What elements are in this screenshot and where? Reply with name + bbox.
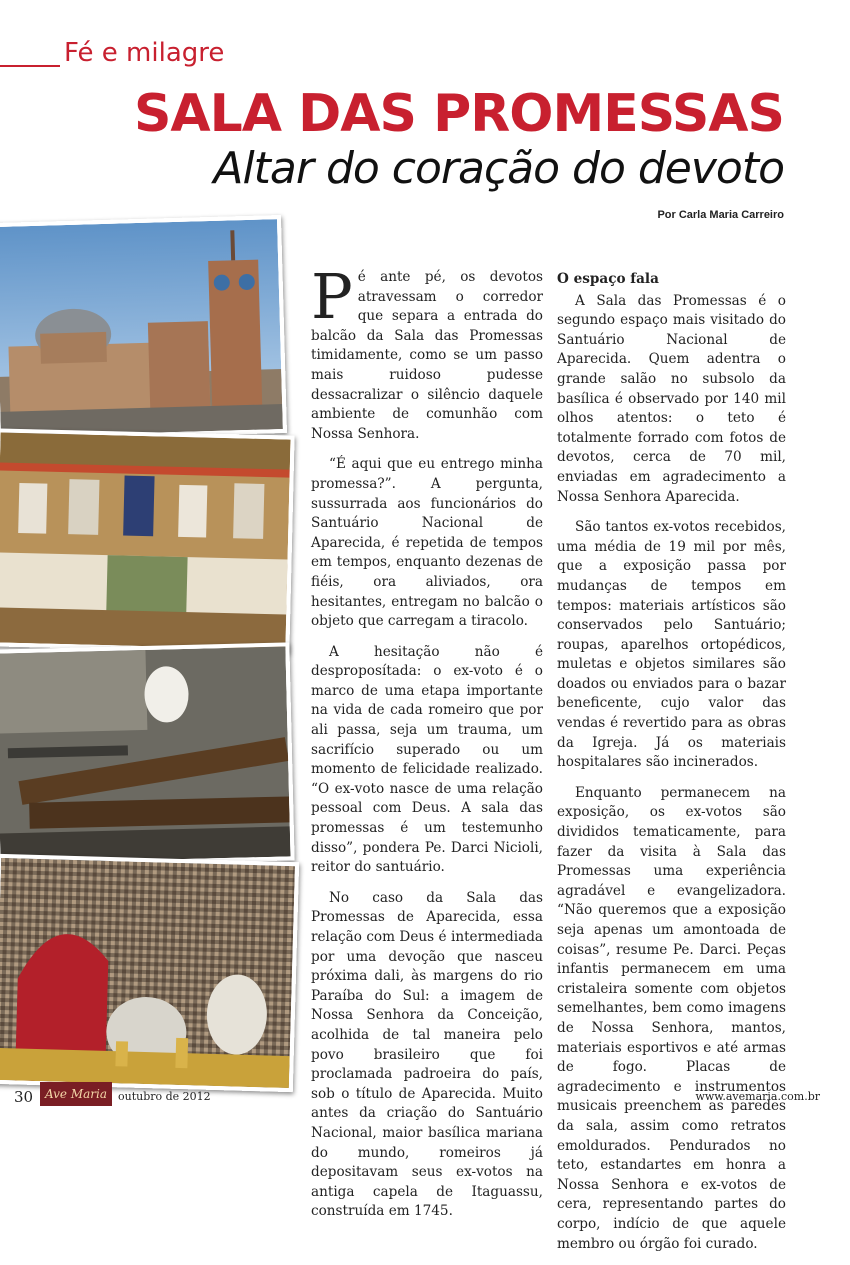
website-url: www.avemaria.com.br: [695, 1090, 820, 1103]
page-number: 30: [14, 1088, 34, 1106]
byline: Por Carla Maria Carreiro: [657, 209, 784, 221]
paragraph: No caso da Sala das Promessas de Aparecida, essa relação com Deus é intermediada por uma devoção que nasceu próxima dali, às margens do rio Paraíba do Sul: a imagem de Nossa Senhora da Conceição, acolhida de tal maneira pelo povo brasileiro que foi proclamada padroeira do país, sob o título de Aparecida. Muito antes da criação do Santuário Nacional, maior basílica mariana do mundo, romeiros já depositavam seus ex-votos na antiga capela de Itaguassu, construída em 1745.: [311, 889, 543, 1220]
paragraph: Pé ante pé, os devotos atravessam o corredor que separa a entrada do balcão da Sala das Promessas timidamente, como se um passo mais ruidoso pudesse dessacralizar o silêncio daquele ambiente de comunhão com Nossa Senhora.: [311, 260, 543, 442]
article-title: SALA DAS PROMESSAS: [133, 84, 784, 144]
paragraph: A Sala das Promessas é o segundo espaço mais visitado do Santuário Nacional de Aparecida. Quem adentra o grande salão no subsolo da basílica é observado por 140 mil olhos atentos: o teto é totalmente forrado com fotos de devotos, cerca de 70 mil, enviadas em agradecimento a Nossa Senhora Aparecida.: [557, 292, 786, 505]
article-column-1: [311, 260, 543, 1233]
article-column-2: [557, 270, 786, 1265]
magazine-logo: Ave Maria: [40, 1082, 112, 1106]
firearms-photo: [0, 642, 295, 867]
paragraph: São tantos ex-votos recebidos, uma média de 19 mil por mês, que a exposição passa por mudanças de tempos em tempos: materiais artísticos são conservados pelo Santuário; roupas, aparelhos ortopédicos, muletas e objetos similares são doados ou enviados para o bazar beneficente, cujo valor das vendas é revertido para as obras da Igreja. Já os materiais hospitalares são incinerados.: [557, 519, 786, 771]
section-label: Fé e milagre: [64, 38, 225, 68]
subheading: O espaço fala: [557, 271, 659, 287]
promise-room-photo: [0, 428, 295, 653]
exvotos-photo: [0, 854, 299, 1092]
paragraph: A hesitação não é desproposítada: o ex-voto é o marco de uma etapa importante na vida de cada romeiro que por ali passa, seja um trauma, um sacrifício superado ou um momento de felicidade realizado. “O ex-voto nasce de uma relação pessoal com Deus. A sala das promessas é um testemunho disso”, pondera Pe. Darci Nicioli, reitor do santuário.: [311, 643, 543, 876]
basilica-photo: [0, 215, 287, 441]
section-rule: [0, 65, 60, 67]
paragraph: Enquanto permanecem na exposição, os ex-votos são divididos tematicamente, para fazer da visita à Sala das Promessas uma experiência agradável e evangelizadora. “Não queremos que a exposição seja apenas um amontoada de coisas”, resume Pe. Darci. Peças infantis permanecem em uma cristaleira somente com objetos semelhantes, bem como imagens de Nossa Senhora, mantos, materiais esportivos e até armas de fogo. Placas de agradecimento e instrumentos musicais preenchem as paredes da sala, assim como retratos emoldurados. Pendurados no teto, estandartes em honra a Nossa Senhora e ex-votos de cera, representando partes do corpo, indício de que aquele membro ou órgão foi curado.: [557, 784, 786, 1252]
paragraph: “É aqui que eu entrego minha promessa?”. A pergunta, sussurrada aos funcionários do Santuário Nacional de Aparecida, é repetida de tempos em tempos, enquanto dezenas de fiéis, ora aliviados, ora hesitantes, entregam no balcão o objeto que carregam a tiracolo.: [311, 456, 543, 630]
article-subtitle: Altar do coração do devoto: [213, 143, 784, 194]
issue-date: outubro de 2012: [118, 1090, 211, 1103]
drop-cap: P: [311, 260, 353, 333]
